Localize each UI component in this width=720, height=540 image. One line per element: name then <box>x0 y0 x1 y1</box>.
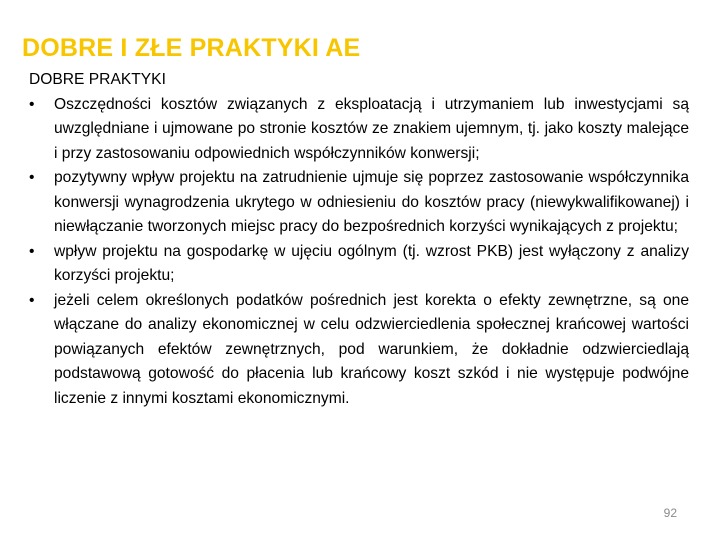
bullet-text: jeżeli celem określonych podatków pośrednich jest korekta o efekty zewnętrzne, są one włączane do analizy ekonomicznej w celu odzwierciedlenia społecznej krańcowej wartości powiązanych efektów zewnętrznych, pod warunkiem, że dokładnie odzwierciedlają podstawową gotowość do płacenia lub krańcowy koszt szkód i nie występuje podwójne liczenie z innymi kosztami ekonomicznymi. <box>54 291 689 407</box>
bullet-list <box>29 93 689 412</box>
bullet-text: wpływ projektu na gospodarkę w ujęciu ogólnym (tj. wzrost PKB) jest wyłączony z analizy korzyści projektu; <box>54 242 689 284</box>
bullet-item <box>29 93 689 167</box>
bullet-icon: • <box>29 291 35 309</box>
slide-title: DOBRE I ZŁE PRAKTYKI AE <box>22 34 361 62</box>
bullet-icon: • <box>29 169 35 186</box>
bullet-item <box>29 166 689 240</box>
page-number: 92 <box>663 506 677 520</box>
bullet-item <box>29 240 689 289</box>
bullet-icon: • <box>29 95 35 113</box>
bullet-icon: • <box>29 242 35 260</box>
bullet-text: Oszczędności kosztów związanych z eksploatacją i utrzymaniem lub inwestycjami są uwzględniane i ujmowane po stronie kosztów ze znakiem ujemnym, tj. jako koszty malejące i przy zastosowaniu odpowiednich współczynników konwersji; <box>54 95 689 162</box>
section-subheading: DOBRE PRAKTYKI <box>29 71 166 88</box>
slide-content <box>29 68 689 411</box>
bullet-text: pozytywny wpływ projektu na zatrudnienie ujmuje się poprzez zastosowanie współczynnika konwersji wynagrodzenia ukrytego w odniesieniu do kosztów pracy (niewykwalifikowanej) i niewłączanie tworzonych miejsc pracy do bezpośrednich korzyści wynikających z projektu; <box>54 169 689 235</box>
bullet-item <box>29 289 689 412</box>
